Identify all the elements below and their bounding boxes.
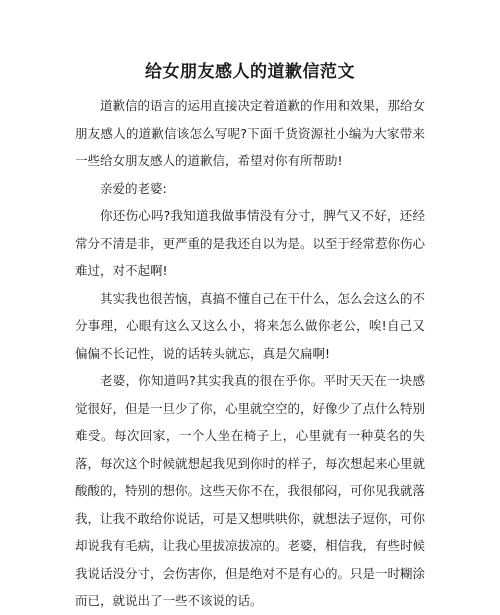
document-body [75, 92, 425, 615]
document-title: 给女朋友感人的道歉信范文 [145, 62, 355, 82]
salutation: 亲爱的老婆: [100, 180, 167, 196]
body-paragraph: 老婆，你知道吗?其实我真的很在乎你。平时天天在一块感觉很好，但是一旦少了你，心里就空空的，好像少了点什么特别难受。每次回家，一个人坐在椅子上，心里就有一种莫名的失落，每次这个时候就想起我见到你时的样子，每次想起来心里就酸酸的，特别的想你。这些天你不在，我很郁闷，可你见我就落我，让我不敢给你说话，可是又想哄哄你，就想法子逗你，可你却说我有毛病，让我心里拔凉拔凉的。老婆，相信我，有些时候我说话没分寸，会伤害你，但是绝对不是有心的。只是一时糊涂而已，就说出了一些不该说的话。 [75, 373, 426, 608]
body-paragraph: 你还伤心吗?我知道我做事情没有分寸，脾气又不好，还经常分不清是非，更严重的是我还自以为是。以至于经常惹你伤心难过，对不起啊! [75, 208, 426, 278]
intro-paragraph: 道歉信的语言的运用直接决定着道歉的作用和效果，那给女朋友感人的道歉信该怎么写呢?下面千货资源社小编为大家带来一些给女朋友感人的道歉信，希望对你有所帮助! [75, 98, 426, 168]
body-paragraph: 其实我也很苦恼，真搞不懂自己在干什么，怎么会这么的不分事理，心眼有这么又这么小，将来怎么做你老公，唉!自己又偏偏不长记性，说的话转头就忘，真是欠扁啊! [75, 290, 426, 361]
